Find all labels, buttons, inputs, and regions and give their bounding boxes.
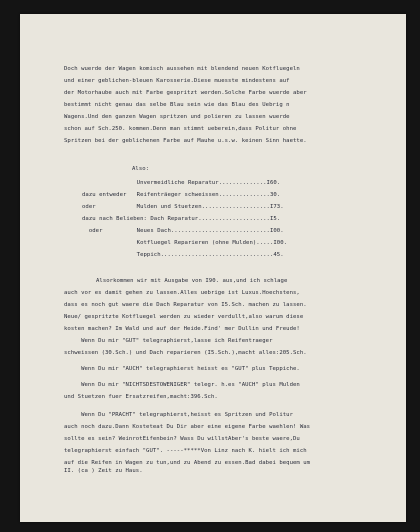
intro-line: Spritzen bei der geblichenen Farbe auf Mauhe u.s.w. keinen Sinn haette. [64, 138, 307, 144]
intro-line: und einer geblichen-bleuen Karosserie.Diese muesste mindestens auf [64, 78, 290, 84]
cost-line: dazu nach Belieben: Dach Reparatur.....................I5. [82, 216, 281, 222]
closing-line: Wenn Du mir "GUT" telegraphierst,lasse ich Reifentraeger [64, 338, 273, 344]
cost-line: Teppich.................................45. [82, 252, 284, 258]
intro-line: bestimmt nicht genau das selbe Blau sein wie das Blau des Uebrig n [64, 102, 290, 108]
closing-line: telegraphierst einfach "GUT". -----*****Von Linz nach K. hielt ich mich [64, 448, 307, 454]
closing-line: auch vor es damit gehen zu lassen.Alles uebrige ist Luxus.Hoechstens, [64, 290, 300, 296]
cost-line: oder Mulden und Stuetzen....................I73. [82, 204, 284, 210]
closing-line: auf die Reifen in Wagen zu tun,und zu Abend zu essen.Bad dabei bequem um [64, 460, 311, 466]
closing-line: Wenn Du "PRACHT" telegraphierst,heisst es Spritzen und Politur [64, 412, 293, 418]
closing-line: Wenn Du mir "AUCH" telegraphierst heisst es "GUT" plus Teppiche. [64, 366, 300, 372]
closing-line: II. (ca ) Zeit zu Haus. [64, 468, 143, 474]
closing-line: kosten machen? Im Wald und auf der Heide.Find' mer Dullin und Freude! [64, 326, 300, 332]
intro-line: der Motorhaube auch mit Farbe gespritzt werden.Solche Farbe wuerde aber [64, 90, 307, 96]
closing-line: schweissen (30.Sch.) und Dach reparieren (I5.Sch.),macht alles:205.Sch. [64, 350, 307, 356]
cost-line: oder Neues Dach.............................I00. [82, 228, 284, 234]
closing-line: dass es noch gut waere die Dach Reparatur von I5.Sch. machen zu lassen. [64, 302, 307, 308]
closing-line: sollte es sein? WeinrotEifenbein? Wass Du willstAber's beste waere,Du [64, 436, 300, 442]
intro-line: Doch wuerde der Wagen komisch aussehen mit blendend neuen Kotfluegeln [64, 66, 300, 72]
intro-line: schon auf Sch.250. kommen.Denn man stimmt ueberein,dass Politur ohne [64, 126, 297, 132]
cost-line: Unvermeidliche Reparatur..............I60. [82, 180, 281, 186]
cost-line: Kotfluegel Reparieren (ohne Mulden).....I00. [82, 240, 288, 246]
letter-page [20, 14, 406, 522]
closing-line: Neue/ gespritzte Kotfluegel werden zu wieder verdullt,also warum diese [64, 314, 304, 320]
cost-line: dazu entweder Reifenträeger schweissen...............30. [82, 192, 281, 198]
also-label: Also: [132, 166, 150, 172]
intro-line: Wagens.Und den ganzen Wagen spritzen und polieren zu lassen wuerde [64, 114, 290, 120]
closing-line: auch noch dazu.Dann Kosteteat Du Dir aber eine eigene Farbe waehlen! Was [64, 424, 311, 430]
closing-line: und Stuetzen fuer Ersatzreifen,macht:396.Sch. [64, 394, 218, 400]
closing-line: Wenn Du mir "NICHTSDESTOWENIGER" telegr. h.es "AUCH" plus Mulden [64, 382, 300, 388]
closing-line: Alsorkommen wir mit Ausgabe von I90. aus,und ich schlage [96, 278, 288, 284]
